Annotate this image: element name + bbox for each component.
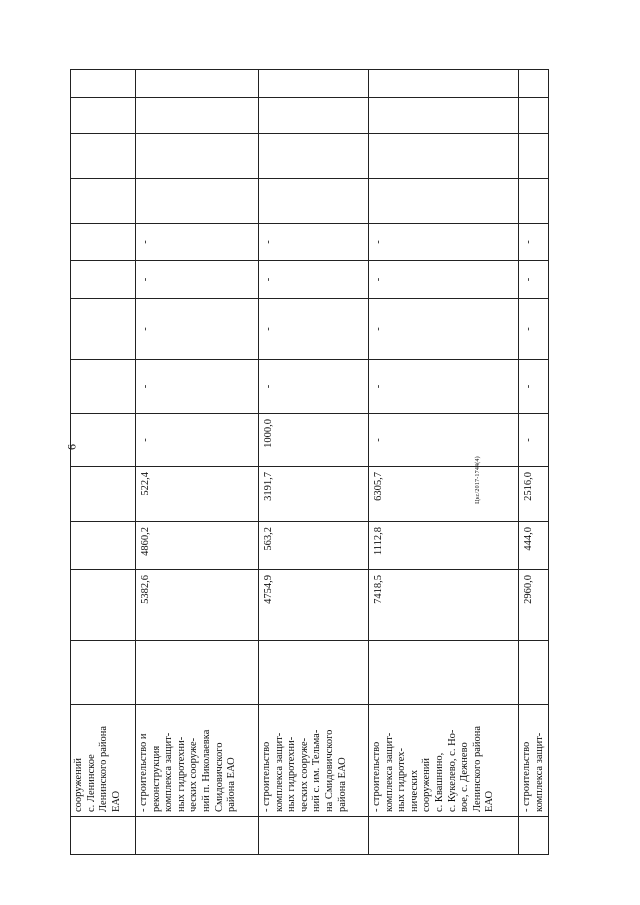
value-cell: -	[136, 414, 259, 467]
row-name	[259, 705, 369, 817]
value-cell	[136, 70, 259, 98]
row-name-line: ний с. им. Тельма-	[311, 729, 323, 812]
empty-cell	[136, 641, 259, 705]
value-cell	[259, 179, 369, 224]
row-name-line: комплекса защит-	[533, 732, 545, 812]
row-name-line: комплекса защит-	[273, 732, 285, 812]
empty-cell	[71, 641, 136, 705]
row-name-line: района ЕАО	[226, 757, 238, 812]
row-name-line: комплекса защит-	[163, 732, 175, 812]
value-cell	[519, 98, 549, 134]
empty-cell	[259, 641, 369, 705]
value-cell	[71, 522, 136, 570]
value-cell: 2960,0	[519, 570, 549, 641]
row-name-line: - строительство	[371, 741, 382, 812]
value-cell: -	[136, 299, 259, 360]
value-cell	[519, 179, 549, 224]
value-cell: 1000,0	[259, 414, 369, 467]
value-cell: -	[519, 414, 549, 467]
value-cell	[136, 134, 259, 179]
value-cell	[71, 98, 136, 134]
row-name	[519, 705, 549, 817]
row-name-line: ных гидротех-	[396, 747, 408, 812]
table-row	[136, 70, 259, 855]
value-cell	[71, 70, 136, 98]
row-name-line: ных гидротехни-	[175, 736, 187, 812]
value-cell: 444,0	[519, 522, 549, 570]
row-name-line: ЕАО	[484, 790, 496, 812]
value-cell	[259, 98, 369, 134]
value-cell	[71, 299, 136, 360]
page-number: 6	[64, 444, 79, 450]
table-row	[259, 70, 369, 855]
row-name-line: с. Квашнино,	[433, 752, 445, 812]
value-cell: -	[519, 360, 549, 414]
value-cell: 5382,6	[136, 570, 259, 641]
value-cell: -	[136, 360, 259, 414]
budget-table	[70, 69, 549, 855]
table-row	[519, 70, 549, 855]
row-name-line: ний п. Николаевка	[200, 729, 212, 812]
row-name-line: комплекса защит-	[383, 732, 395, 812]
row-name-line: сооружений	[73, 757, 84, 812]
value-cell: 6305,7	[369, 467, 519, 522]
value-cell	[369, 98, 519, 134]
budget-table-rotated	[70, 70, 545, 855]
empty-cell	[369, 641, 519, 705]
row-name-line: - строительство и	[138, 733, 149, 812]
value-cell: -	[259, 299, 369, 360]
value-cell	[71, 179, 136, 224]
value-cell: -	[369, 414, 519, 467]
value-cell: -	[369, 299, 519, 360]
row-index-cell	[71, 817, 136, 855]
row-name	[71, 705, 136, 817]
value-cell	[136, 179, 259, 224]
value-cell	[259, 70, 369, 98]
row-name	[136, 705, 259, 817]
table-row	[369, 70, 519, 855]
value-cell	[71, 570, 136, 641]
row-name-line: Ленинского района	[98, 725, 110, 812]
value-cell: 1112,8	[369, 522, 519, 570]
row-name-line: с. Ленинское	[85, 754, 97, 812]
row-name-line: Смидовичского	[213, 742, 225, 812]
value-cell	[71, 360, 136, 414]
row-name-line: Ленинского района	[471, 725, 483, 812]
value-cell: 2516,0	[519, 467, 549, 522]
document-code: Цкс/2017-1744(4)	[475, 456, 481, 504]
row-name-line: ных гидротехни-	[286, 736, 298, 812]
value-cell	[71, 467, 136, 522]
row-name-line: ческих сооруже-	[188, 737, 200, 812]
row-index-cell	[369, 817, 519, 855]
table-row	[71, 70, 136, 855]
value-cell: -	[519, 261, 549, 299]
value-cell: -	[519, 299, 549, 360]
value-cell: -	[369, 360, 519, 414]
value-cell	[369, 70, 519, 98]
value-cell: 4754,9	[259, 570, 369, 641]
value-cell: -	[136, 224, 259, 261]
row-index-cell	[136, 817, 259, 855]
value-cell: 7418,5	[369, 570, 519, 641]
value-cell	[136, 98, 259, 134]
value-cell	[71, 224, 136, 261]
row-name-line: с. Кукелево, с. Но-	[446, 729, 458, 812]
value-cell	[71, 134, 136, 179]
empty-cell	[519, 641, 549, 705]
row-index-cell	[259, 817, 369, 855]
value-cell: 3191,7	[259, 467, 369, 522]
value-cell	[369, 179, 519, 224]
value-cell: -	[259, 224, 369, 261]
row-index-cell	[519, 817, 549, 855]
value-cell	[369, 134, 519, 179]
value-cell	[71, 261, 136, 299]
row-name-line: вое, с. Дежнево	[459, 742, 471, 812]
row-name-line: - строительство	[521, 741, 532, 812]
value-cell: -	[369, 224, 519, 261]
value-cell: 522,4	[136, 467, 259, 522]
value-cell: -	[369, 261, 519, 299]
row-name-line: ческих сооруже-	[298, 737, 310, 812]
value-cell: 4860,2	[136, 522, 259, 570]
row-name	[369, 705, 519, 817]
row-name-line: нических	[408, 769, 420, 812]
value-cell: -	[259, 360, 369, 414]
row-name-line: на Смидовичского	[323, 729, 335, 812]
value-cell: -	[259, 261, 369, 299]
value-cell	[519, 134, 549, 179]
value-cell	[259, 134, 369, 179]
row-name-line: реконструкция	[150, 745, 162, 812]
row-name-line: ЕАО	[110, 790, 122, 812]
value-cell: -	[519, 224, 549, 261]
row-name-line: - строительство	[261, 741, 272, 812]
value-cell: 563,2	[259, 522, 369, 570]
value-cell	[71, 414, 136, 467]
row-name-line: района ЕАО	[336, 757, 348, 812]
row-name-line: сооружений	[421, 757, 433, 812]
value-cell: -	[136, 261, 259, 299]
value-cell	[519, 70, 549, 98]
